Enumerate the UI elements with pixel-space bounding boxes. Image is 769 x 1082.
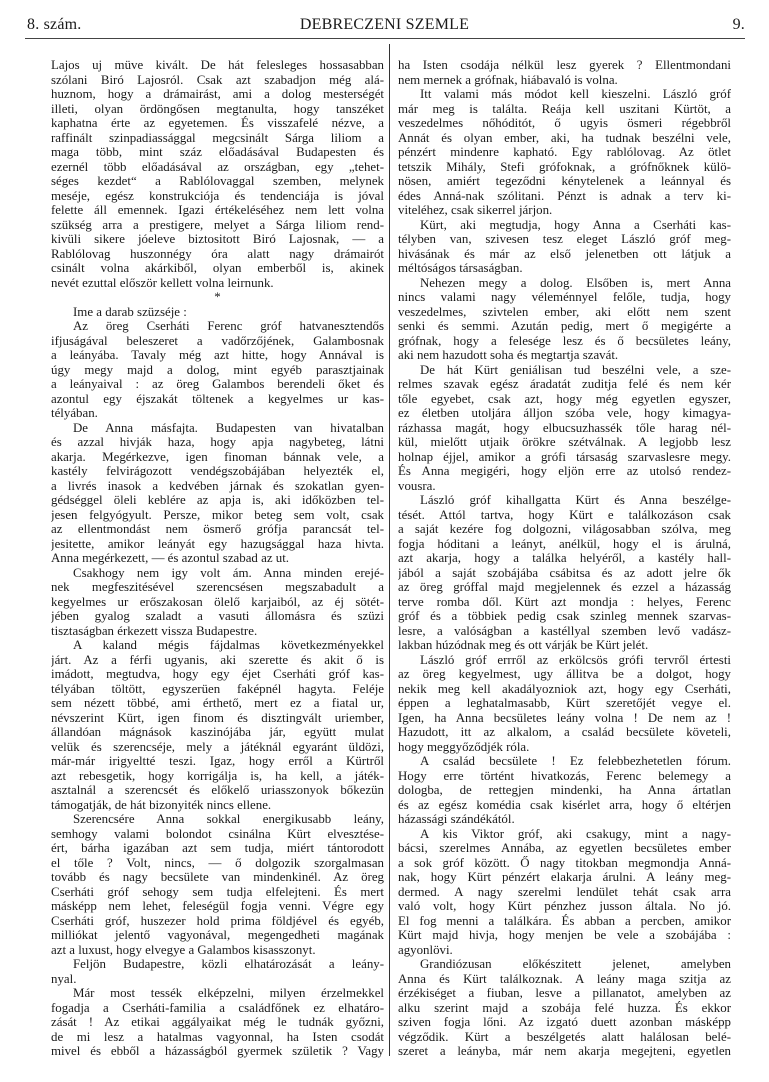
text-line: maga több, mint száz előadásával Budapesten és — [51, 145, 384, 159]
text-line: jesen felgyógyult. Persze, mikor beteg sem volt, csak — [51, 507, 384, 522]
text-line: hogy meggyőződjék róla. — [398, 739, 530, 754]
text-line: gédséggel öleli keblére az apja is, aki időközben tel- — [51, 493, 384, 507]
text-line: lakban húzódnak meg és ott várják be Kürt jelét. — [398, 638, 649, 652]
text-line: lesre, a valóságban a kastéllyal szemben levő vadász- — [398, 623, 731, 638]
text-line: házassági szándékától. — [398, 812, 515, 826]
text-line: jében gyalog szaladt a vasuti állomásra és szüzi — [51, 609, 384, 623]
text-line: már-már irigyeltté teszi. Igaz, hogy erről a Kürtről — [51, 754, 384, 768]
text-line: méltóságos társaságban. — [398, 261, 523, 275]
text-line: és azzal hivják haza, hogy apja nagybeteg, látni — [51, 435, 384, 449]
text-line: Lajos uj müve kivált. De hát felesleges hossasabban — [51, 58, 384, 72]
text-line: télyben van, szivesen tesz eleget László gróf meg- — [398, 232, 731, 246]
text-line: az ellentmondást nem ösmerő grófja parancsát tel- — [51, 522, 384, 536]
text-line: úgy megy majd a dolog, mint egyéb parasztjainak — [51, 362, 384, 377]
text-line: meséje, egész konstrukciója és tendenciája is jóval — [51, 188, 384, 203]
text-line: semhogy valami bolondot csinálna Kürt elvesztése- — [51, 826, 384, 841]
text-line: tését. Attól tartva, hogy Kürt e találkozáson csak — [398, 507, 731, 522]
text-line: sziven fogja lőni. Az izgató duett azonban másképp — [398, 1015, 731, 1029]
text-line: Rablólovag huszonnégy óra alatt nagy drámairót — [51, 246, 384, 261]
text-line: Nehezen megy a dolog. Elsőben is, mert Anna — [420, 275, 731, 290]
text-line: a saját kezére fog dolgozni, világosabban szólva, meg — [398, 522, 731, 536]
text-line: télyában. — [51, 406, 98, 420]
text-line: pénzért mindenre kapható. Egy rablólovag. Az ötlet — [398, 145, 731, 159]
text-line: raffinált szinpadiassággal megcsinált Sárga liliom a — [51, 130, 384, 145]
text-line: Anna megérkezett, — és azontul szabad az ut. — [51, 551, 290, 565]
text-line: a livrés inasok a kedvében járnak és szokatlan gyen- — [51, 478, 384, 493]
text-line: Anna és Kürt találkoznak. A leány maga szitja az — [398, 971, 731, 986]
text-line: már meg is találta. Reája kell uszitani Kürtöt, a — [398, 101, 731, 116]
left-column — [51, 58, 384, 1059]
text-line: másképp nem lehet, feleségül fogja venni. Végre egy — [51, 899, 384, 913]
text-line: dermed. A nagy szerelmi lendület tehát csak arra — [398, 884, 731, 899]
text-line: László gróf errről az erkölcsös grófi tervről értesti — [420, 652, 731, 667]
text-line: végződik. Kürt a beszélgetés alatt halálosan belé- — [398, 1029, 731, 1044]
text-line: holnap éjjel, amikor a grófi társaság szarvaslesre megy. — [398, 449, 731, 464]
text-line: Cserháti gróf, huszezer hold prima földjével és egyéb, — [51, 913, 384, 928]
text-line: nem mernek a grófnak, hiábavaló is volna. — [398, 72, 618, 87]
text-line: ez életben utoljára álljon szóba vele, hogy kimagya- — [398, 406, 731, 420]
text-line: fogadja a Cserháti-familia a családfőnek ez elhatáro- — [51, 1000, 384, 1015]
text-line: édes Anná-nak szólitani. Pénzt is adnak a terv ki- — [398, 188, 731, 203]
text-line: Szerencsére Anna sokkal energikusabb leány, — [73, 812, 384, 826]
publication-title: DEBRECZENI SZEMLE — [299, 16, 470, 33]
text-line: huznom, hogy a drámairást, ami a dolog mesterségét — [51, 87, 384, 101]
text-line: Itt valami más módot kell kieszelni. László gróf — [420, 87, 731, 101]
text-line: zását ! Az etikai aggályaikat még le tudnák győzni, — [51, 1015, 384, 1029]
text-line: csinált volna akárkiből, olyan emberből is, akinek — [51, 261, 384, 275]
text-line: ért, bárha igazában azt sem tudja, miért tántorodott — [51, 841, 384, 855]
text-line: Csakhogy nem igy volt ám. Anna minden erejé- — [73, 565, 384, 580]
text-line: A kaland mégis fájdalmas következményekkel — [73, 638, 384, 652]
text-line: Ime a darab szüzséje : — [73, 304, 187, 319]
text-line: dologba, de rettegjen mindenki, ha Anna ártatlan — [398, 783, 731, 797]
text-line: Cserháti gróf sehogy sem tudja elfelejteni. És mert — [51, 884, 384, 899]
text-line: nyal. — [51, 971, 77, 986]
text-line: akarja. Megérkezve, igen finoman bánnak vele, a — [51, 449, 384, 464]
text-line: szükség arra a prestigere, melyet a Sárga liliom rend- — [51, 217, 384, 232]
text-line: Kürt majd hivja, hogy menjen be vele a szobájába : — [398, 928, 731, 942]
text-line: rázhassa magát, hogy elbucsuzhassék tőle harag nél- — [398, 420, 731, 435]
text-line: azt rebesgetik, hogy korrigálja is, ha kell, a játék- — [51, 768, 384, 783]
text-line: az öreg gróffal majd megjelennek és ezzel a házasság — [398, 580, 731, 594]
text-line: kivüli sikere jóeleve biztositott Biró Lajosnak, — a — [51, 232, 384, 246]
text-line: való volt, hogy Kürt pénzhez jusson általa. No jó. — [398, 899, 731, 913]
text-line: milliókat jelentő vagyonával, megengedheti magának — [51, 928, 384, 942]
text-line: vousra. — [398, 478, 436, 493]
text-line: nak, hogy Kürt pénzért elakarja árulni. A leány meg- — [398, 870, 731, 884]
text-line: nösen, amiért tegeződni kénytelenek a leánnyal és — [398, 174, 731, 188]
text-line: ifjuságával beleszeret a vadőrzőjének, Galambosnak — [51, 333, 384, 348]
text-line: kastély felvirágozott vendégszobájában helyezték el, — [51, 464, 384, 478]
text-line: És Anna megigéri, hogy eljön erre az utolsó rendez- — [398, 464, 731, 478]
text-line: nincs valami nagy véleménnyel felőle, tudja, hogy — [398, 290, 731, 304]
text-line: aki nem hazudott soha és megtartja szavát. — [398, 348, 619, 362]
text-line: nekik meg kell akadályozniok azt, hogy egy Cserháti, — [398, 681, 731, 696]
text-line: felette áll emennek. Igazi értékeléséhez nem lett volna — [51, 203, 384, 217]
text-line: viteléhez, csak sikerrel járjon. — [398, 203, 553, 217]
text-line: alku szerint majd a szobája felé huzza. És ekkor — [398, 1000, 731, 1015]
text-line: agyonlövi. — [398, 942, 453, 957]
page-number: 9. — [732, 16, 745, 33]
text-line: támogatják, de hát bizonyiték nincs ellene. — [51, 797, 272, 812]
section-separator: * — [214, 290, 221, 304]
text-line: Már most tessék elképzelni, milyen érzelmekkel — [73, 986, 384, 1000]
text-line: a leányaival : az öreg Galambos berendeli őket és — [51, 377, 384, 391]
text-line: De hát Kürt geniálisan tud beszélni vele, a sze- — [420, 362, 731, 377]
text-line: A kis Viktor gróf, aki csakugy, mint a nagy- — [420, 826, 731, 841]
text-line: járt. Az a férfi ugyanis, aki szerette és akit ő is — [51, 652, 384, 667]
text-line: Hazudott, itt az alkalom, a család becsülete követeli, — [398, 725, 731, 739]
text-line: sem nézett többé, ami érthető, mert ez a fiatal ur, — [51, 696, 384, 710]
text-line: illeti, olyan ördöngősen megtanulta, hogy tanszéket — [51, 101, 384, 116]
text-line: Feljön Budapestre, közli elhatározását a leány- — [73, 957, 384, 971]
text-line: nek megfeszitésével szerencsésen megszabadult a — [51, 580, 384, 594]
right-column — [398, 58, 731, 1059]
text-line: a leányába. Tavaly még azt hitte, hogy Annával is — [51, 348, 384, 362]
text-line: relmes szavak egész áradatát zuditja felé és nem kér — [398, 377, 731, 391]
text-line: azt a luxust, hogy elvegye a Galambos kisasszonyt. — [51, 942, 316, 957]
text-line: bácsi, szerelmes Annába, az egyetlen becsületes ember — [398, 841, 731, 855]
text-line: a sok gróf között. Ő nagy titokban megmondja Anná- — [398, 855, 731, 870]
text-line: tisztaságban érkezett vissza Budapestre. — [51, 623, 258, 638]
text-line: Annát és olyan ember, aki, ha tudnak beszélni vele, — [398, 130, 731, 145]
text-line: László gróf kihallgatta Kürt és Anna beszélge- — [420, 493, 731, 507]
text-line: A család becsülete ! Ez felebbezhetetlen fórum. — [420, 754, 731, 768]
column-divider — [389, 44, 390, 1056]
text-line: veszedelmes, szivtelen ember, aki előtt nem szent — [398, 304, 731, 319]
issue-number: 8. szám. — [27, 16, 82, 33]
text-line: télyában töltött, egyszerüen faképnél hagyta. Feléje — [51, 681, 384, 696]
text-line: Kürt, aki megtudja, hogy Anna a Cserháti kas- — [420, 217, 731, 232]
text-line: De Anna másfajta. Budapesten van hivatalban — [73, 420, 384, 435]
text-line: terve romba dől. Kürt azt mondja : helyes, Ferenc — [398, 594, 731, 609]
text-line: szeret a leányba, már nem akarja megejteni, egyetlen — [398, 1044, 731, 1058]
text-line: senki és semmi. Azután pedig, mert ő megigérte a — [398, 319, 731, 333]
text-line: állandóan mágnások kaszinójába jár, együtt mulat — [51, 725, 384, 739]
text-line: jesitette, amikor leányát egy hazugsággal haza hivta. — [51, 536, 384, 551]
text-line: Az öreg Cserháti Ferenc gróf hatvanesztendős — [73, 319, 384, 333]
text-line: El fog menni a találkára. És abban a percben, amikor — [398, 913, 731, 928]
text-line: gróf és a többiek pedig csak szinleg mennek szarvas- — [398, 609, 731, 623]
text-line: velük és szerencséje, mely a játéknál egyaránt üldözi, — [51, 739, 384, 754]
text-line: asztalnál a szerencsét és előkelő uriasszonyok bőkezün — [51, 783, 384, 797]
text-line: éppen a leghatalmasabb, Kürt szeretőjét vegye el. — [398, 696, 731, 710]
text-line: séges kezdet“ a Rablólovaggal szemben, melynek — [51, 174, 384, 188]
text-line: nevét ezuttal először kellett volna leirnunk. — [51, 275, 274, 290]
text-line: veszedelmes nőhóditót, ő ugyis ösmeri régebbről — [398, 116, 731, 130]
text-line: el tőle ? Volt, nincs, — ő dolgozik szorgalmasan — [51, 855, 384, 870]
text-line: de mi lesz a hatalmas vagyonnal, ha Isten csodát — [51, 1029, 384, 1044]
text-line: jából a saját szobájába csábitsa és az adott jelre ők — [398, 565, 731, 580]
text-line: kül, mielőtt utjaik örökre szétválnak. A legjobb lesz — [398, 435, 731, 449]
text-line: grófnak, hogy a felesége lesz és ő becsületes leány, — [398, 333, 731, 348]
text-line: kegyelmes ur erőszakosan ölelő karjaiból, az éj sötét- — [51, 594, 384, 609]
text-line: ezernél több előadásával az országban, egy „tehet- — [51, 159, 384, 174]
text-line: Grandiózusan előkészitett jelenet, amelyben — [420, 957, 731, 971]
header-rule — [25, 38, 745, 39]
text-line: az öreg kegyelmest, ugy állitva be a dolgot, hogy — [398, 667, 731, 681]
text-line: kaphatna érte az egyetemen. És visszafelé nézve, a — [51, 116, 384, 130]
text-line: névszerint Kürt, igen finom és disztingvált uriember, — [51, 710, 384, 725]
text-line: hivásának és már az első jelenetben ott látjuk a — [398, 246, 731, 261]
text-line: szólani Biró Lajosról. Csak azt szabadjon még alá- — [51, 72, 384, 87]
text-line: tetszik Mihály, Stefi grófoknak, a grófnőknek külö- — [398, 159, 731, 174]
text-line: Igen, ha Anna becsületes leány volna ! De nem az ! — [398, 710, 731, 725]
text-line: mivel és ebből a házasságból gyermek születik ? Vagy — [51, 1044, 384, 1058]
text-line: ha Isten csodája nélkül lesz gyerek ? Ellentmondani — [398, 58, 731, 72]
text-line: fogja hóditani a leányt, anélkül, hogy el is árulná, — [398, 536, 731, 551]
text-line: tovább és nagy becsülete van mindenkinél. Az öreg — [51, 870, 384, 884]
text-line: Hogy erre történt hivatkozás, Ferenc belemegy a — [398, 768, 731, 783]
text-line: imádott, megtudva, hogy egy éjet Cserháti gróf kas- — [51, 667, 384, 681]
text-line: azt akarja, hogy a találka helyéről, a kastély hall- — [398, 551, 731, 565]
text-line: és az egész komédia csak kisérlet arra, hogy ő eltérjen — [398, 797, 731, 812]
text-line: érzékiséget a fiuban, lesve a pillanatot, amelyben az — [398, 986, 731, 1000]
text-line: azontul egy éjszakát töltenek a kegyelmes ur kas- — [51, 391, 384, 406]
text-line: tőle egyebet, csak azt, hogy még egyetlen egyszer, — [398, 391, 731, 406]
